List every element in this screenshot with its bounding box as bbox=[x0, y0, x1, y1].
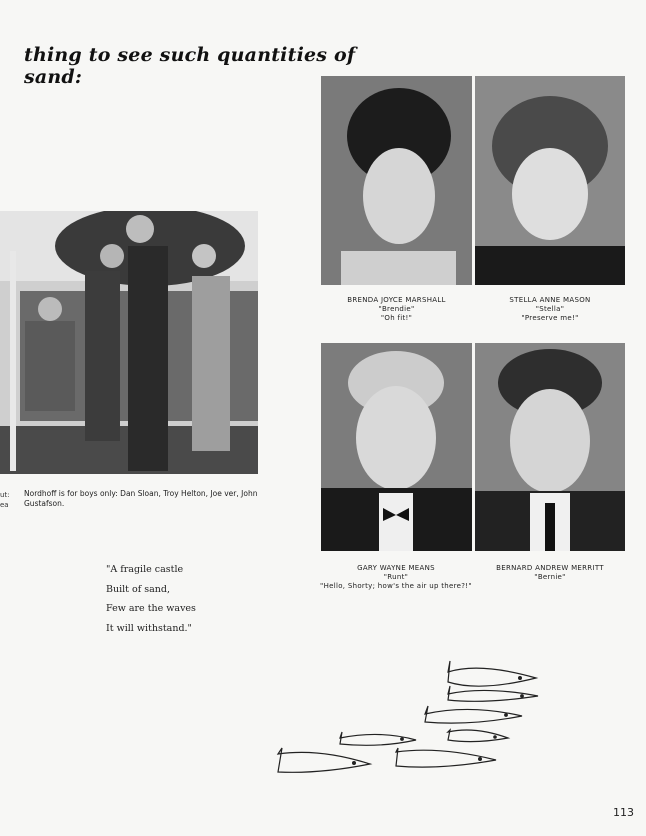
poem-line: It will withstand." bbox=[106, 622, 192, 634]
portrait-brenda-marshall bbox=[321, 76, 472, 285]
caption-fragment: ut: ea bbox=[0, 491, 10, 509]
senior-name-block bbox=[475, 564, 625, 582]
group-photo bbox=[0, 211, 258, 474]
poem-line: Built of sand, bbox=[106, 583, 171, 595]
fish-icon bbox=[396, 748, 496, 767]
senior-nickname: "Stella" bbox=[535, 305, 565, 313]
group-photo-caption: Nordhoff is for boys only: Dan Sloan, Troy Helton, Joe ver, John Gustafson. bbox=[24, 489, 258, 508]
portrait-gary-means bbox=[321, 343, 472, 551]
poem-line: Few are the waves bbox=[106, 603, 196, 614]
senior-motto: "Preserve me!" bbox=[521, 314, 579, 322]
portrait-bernard-merritt bbox=[475, 343, 625, 551]
senior-name-block bbox=[475, 296, 625, 323]
senior-name-block bbox=[321, 296, 472, 323]
fish-icon bbox=[448, 661, 536, 686]
senior-name: STELLA ANNE MASON bbox=[509, 296, 591, 304]
fish-icon bbox=[340, 732, 416, 745]
senior-motto: "Hello, Shorty; how's the air up there?!" bbox=[320, 582, 472, 590]
senior-name: GARY WAYNE MEANS bbox=[357, 564, 435, 572]
poem bbox=[106, 560, 256, 638]
senior-nickname: "Runt" bbox=[383, 573, 409, 581]
fish-icon bbox=[448, 730, 508, 742]
senior-name: BRENDA JOYCE MARSHALL bbox=[347, 296, 446, 304]
fish-drawing bbox=[270, 656, 550, 778]
senior-nickname: "Bernie" bbox=[534, 573, 566, 581]
headline: thing to see such quantities of sand: bbox=[24, 44, 356, 88]
senior-name: BERNARD ANDREW MERRITT bbox=[496, 564, 604, 572]
senior-motto: "Oh fit!" bbox=[380, 314, 413, 322]
fish-icon bbox=[448, 686, 538, 701]
page-number: 113 bbox=[613, 806, 634, 819]
fish-icon bbox=[425, 706, 522, 723]
fish-icon bbox=[278, 748, 370, 772]
poem-line: "A fragile castle bbox=[106, 564, 184, 575]
senior-name-block bbox=[300, 564, 492, 591]
senior-nickname: "Brendie" bbox=[378, 305, 415, 313]
portrait-stella-mason bbox=[475, 76, 625, 285]
